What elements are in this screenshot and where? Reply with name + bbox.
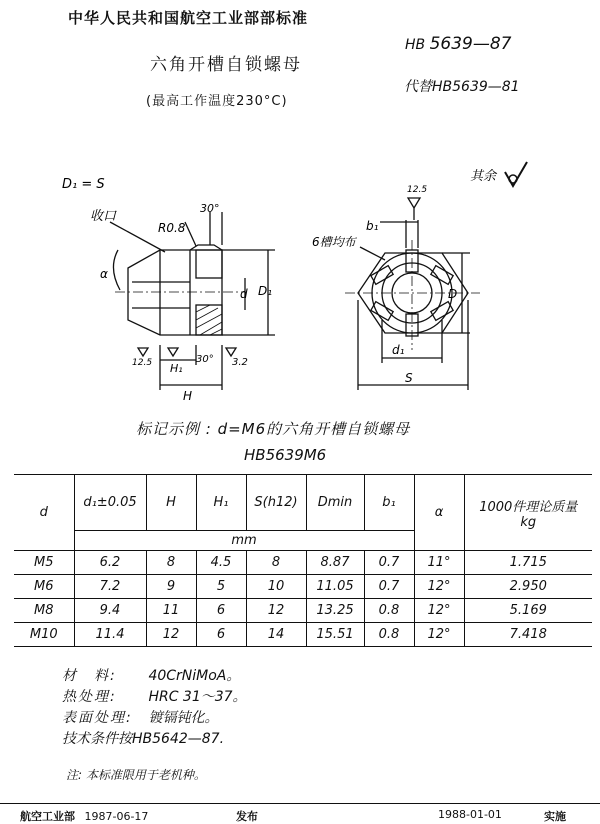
cell-b1: 0.7 — [364, 575, 414, 599]
standard-code — [405, 34, 512, 54]
unit-cell: mm — [74, 531, 414, 551]
roughness-check-icon — [505, 162, 527, 186]
footer-issue-word: 发布 — [235, 810, 258, 823]
s-label: S — [405, 371, 413, 385]
neck-label: 收口 — [90, 209, 117, 224]
table-row — [14, 623, 592, 647]
d-label: d — [240, 287, 248, 301]
material-line — [62, 666, 247, 687]
designation-code: HB5639M6 — [244, 446, 327, 464]
cell-s: 12 — [246, 599, 306, 623]
standard-number: 5639—87 — [429, 34, 512, 54]
cell-mass: 7.418 — [464, 623, 592, 647]
standard-prefix: HB — [405, 37, 426, 53]
footer — [20, 808, 580, 824]
roughness-125-left-label: 12.5 — [132, 358, 153, 368]
roughness-125-top-label: 12.5 — [407, 185, 428, 195]
heat-treatment-line — [62, 687, 247, 708]
surface-treatment-line — [62, 708, 247, 729]
cell-dmin: 11.05 — [306, 575, 364, 599]
radius-label: R0.8 — [158, 221, 186, 235]
document-title: 六角开槽自锁螺母 — [150, 55, 302, 75]
technical-drawing — [0, 150, 600, 410]
footer-impl-date: 1988-01-01 — [438, 808, 502, 821]
cell-h: 11 — [146, 599, 196, 623]
cell-h1: 6 — [196, 599, 246, 623]
cell-alpha: 12° — [414, 575, 464, 599]
notes-block — [62, 666, 247, 750]
angle-30-top-label: 30° — [200, 202, 220, 215]
table-header-row — [14, 475, 592, 531]
col-header-alpha: α — [414, 475, 464, 551]
cell-b1: 0.8 — [364, 599, 414, 623]
angle-30-bottom-label: 30° — [196, 354, 214, 365]
cell-s: 8 — [246, 551, 306, 575]
cell-d: M10 — [14, 623, 74, 647]
cell-alpha: 12° — [414, 623, 464, 647]
table-row — [14, 575, 592, 599]
cell-s: 10 — [246, 575, 306, 599]
table-row — [14, 551, 592, 575]
cell-h: 9 — [146, 575, 196, 599]
replaces-standard: 代替HB5639—81 — [404, 79, 520, 95]
cell-h: 12 — [146, 623, 196, 647]
cell-d1: 7.2 — [74, 575, 146, 599]
material-label: 材 料: — [62, 668, 117, 684]
footer-impl-word: 实施 — [544, 810, 566, 823]
cell-mass: 1.715 — [464, 551, 592, 575]
heat-treatment-value: HRC 31～37。 — [148, 689, 247, 705]
cell-h1: 5 — [196, 575, 246, 599]
cell-d: M5 — [14, 551, 74, 575]
document-subtitle: (最高工作温度230°C) — [146, 94, 288, 109]
d1-dim-label: D₁ — [258, 284, 273, 298]
cell-h: 8 — [146, 551, 196, 575]
cell-alpha: 12° — [414, 599, 464, 623]
col-header-s: S(h12) — [246, 475, 306, 531]
cell-mass: 2.950 — [464, 575, 592, 599]
material-value: 40CrNiMoA。 — [148, 668, 241, 684]
note-line: 注: 本标准限用于老机种。 — [66, 768, 206, 782]
cell-d1: 11.4 — [74, 623, 146, 647]
cell-mass: 5.169 — [464, 599, 592, 623]
col-header-h: H — [146, 475, 196, 531]
cell-d1: 9.4 — [74, 599, 146, 623]
alpha-label: α — [100, 267, 108, 281]
cell-d: M6 — [14, 575, 74, 599]
col-header-h1: H₁ — [196, 475, 246, 531]
cell-d: M8 — [14, 599, 74, 623]
six-slots-label: 6槽均布 — [312, 235, 356, 249]
cell-b1: 0.7 — [364, 551, 414, 575]
heat-treatment-label: 热处理: — [62, 689, 117, 705]
surface-treatment-value: 镀镉钝化。 — [148, 710, 219, 726]
spec-table — [14, 474, 592, 647]
d1-equals-s-label: D₁ = S — [62, 177, 105, 192]
d1-label: d₁ — [392, 343, 405, 357]
h1-label: H₁ — [170, 362, 183, 375]
col-header-d: d — [14, 475, 74, 551]
cell-dmin: 15.51 — [306, 623, 364, 647]
col-header-mass: 1000件理论质量 kg — [464, 475, 592, 551]
roughness-other-label: 其余 — [470, 169, 497, 184]
h-label: H — [183, 389, 193, 403]
col-header-dmin: Dmin — [306, 475, 364, 531]
footer-rule — [0, 803, 600, 804]
col-header-b1: b₁ — [364, 475, 414, 531]
cell-b1: 0.8 — [364, 623, 414, 647]
cell-dmin: 8.87 — [306, 551, 364, 575]
cell-h1: 6 — [196, 623, 246, 647]
b1-label: b₁ — [366, 219, 379, 233]
footer-issuer: 航空工业部 — [20, 810, 75, 823]
table-row — [14, 599, 592, 623]
col-header-d1: d₁±0.05 — [74, 475, 146, 531]
cell-s: 14 — [246, 623, 306, 647]
roughness-32-label: 3.2 — [232, 357, 248, 368]
cell-d1: 6.2 — [74, 551, 146, 575]
designation-example: 标记示例 : d=M6的六角开槽自锁螺母 — [136, 420, 411, 438]
cell-alpha: 11° — [414, 551, 464, 575]
D-label: D — [448, 287, 458, 301]
footer-issue-date: 1987-06-17 — [84, 810, 149, 823]
technical-conditions-line: 技术条件按HB5642—87. — [62, 731, 225, 747]
org-title: 中华人民共和国航空工业部部标准 — [68, 9, 309, 27]
cell-h1: 4.5 — [196, 551, 246, 575]
cell-dmin: 13.25 — [306, 599, 364, 623]
surface-treatment-label: 表面处理: — [62, 710, 133, 726]
